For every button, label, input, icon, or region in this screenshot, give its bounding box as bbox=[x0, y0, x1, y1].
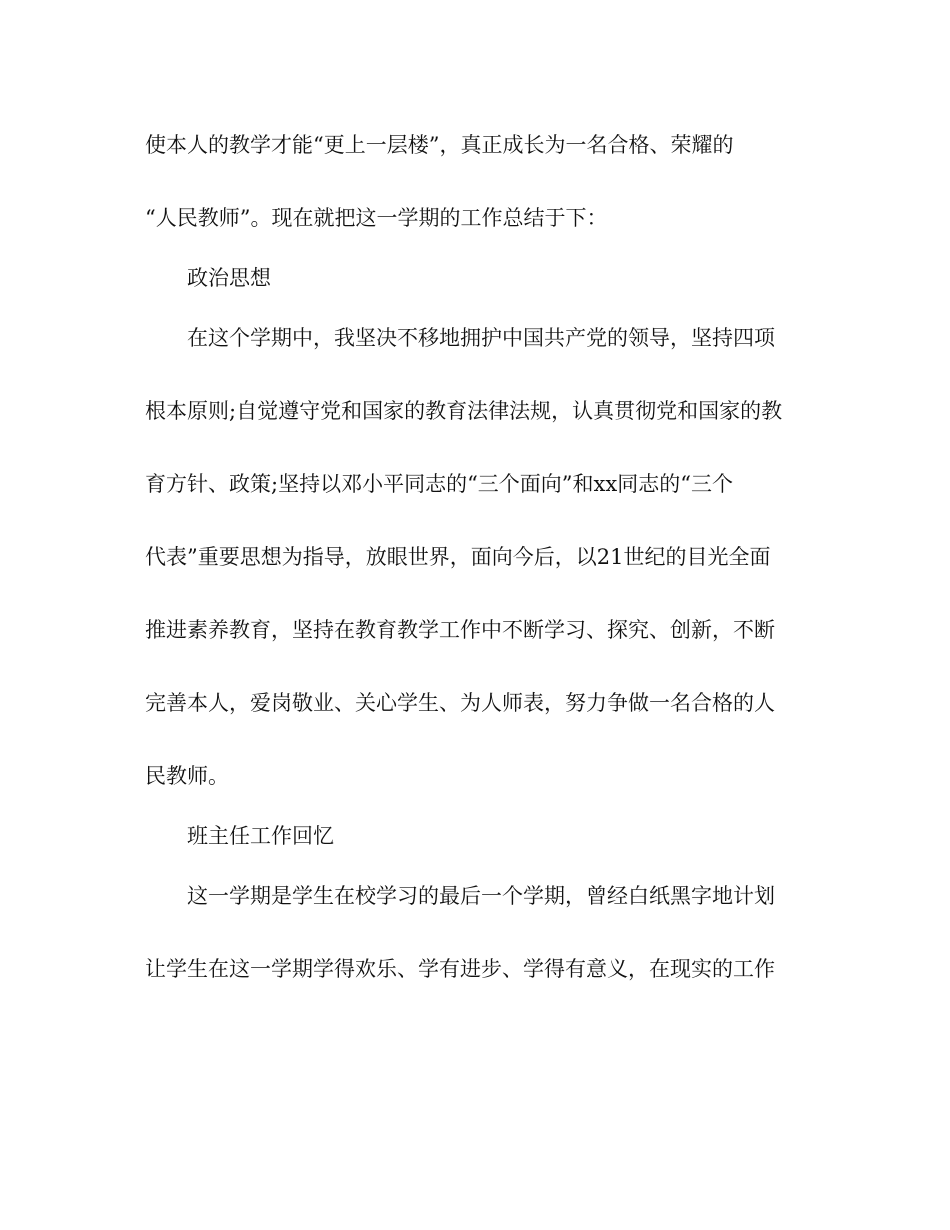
text-line-2: “人民教师”。现在就把这一学期的工作总结于下： bbox=[145, 206, 608, 230]
text-line-8: 推进素养教育，坚持在教育教学工作中不断学习、探究、创新，不断 bbox=[145, 618, 775, 642]
section-heading-politics: 政治思想 bbox=[187, 266, 271, 290]
text-line-4: 在这个学期中，我坚决不移地拥护中国共产党的领导，坚持四项 bbox=[187, 326, 775, 350]
text-line-6: 育方针、政策;坚持以邓小平同志的“三个面向”和xx同志的“三个 bbox=[145, 472, 733, 496]
section-heading-class-teacher: 班主任工作回忆 bbox=[187, 824, 334, 848]
text-line-13: 让学生在这一学期学得欢乐、学有进步、学得有意义，在现实的工作 bbox=[145, 957, 775, 981]
text-line-7: 代表”重要思想为指导，放眼世界，面向今后，以21世纪的目光全面 bbox=[145, 545, 771, 569]
text-line-1: 使本人的教学才能“更上一层楼”，真正成长为一名合格、荣耀的 bbox=[145, 133, 734, 157]
text-line-5: 根本原则;自觉遵守党和国家的教育法律法规，认真贯彻党和国家的教 bbox=[145, 399, 783, 423]
text-line-9: 完善本人，爱岗敬业、关心学生、为人师表，努力争做一名合格的人 bbox=[145, 691, 775, 715]
text-line-12: 这一学期是学生在校学习的最后一个学期，曾经白纸黑字地计划 bbox=[187, 884, 775, 908]
text-line-10: 民教师。 bbox=[145, 764, 229, 788]
